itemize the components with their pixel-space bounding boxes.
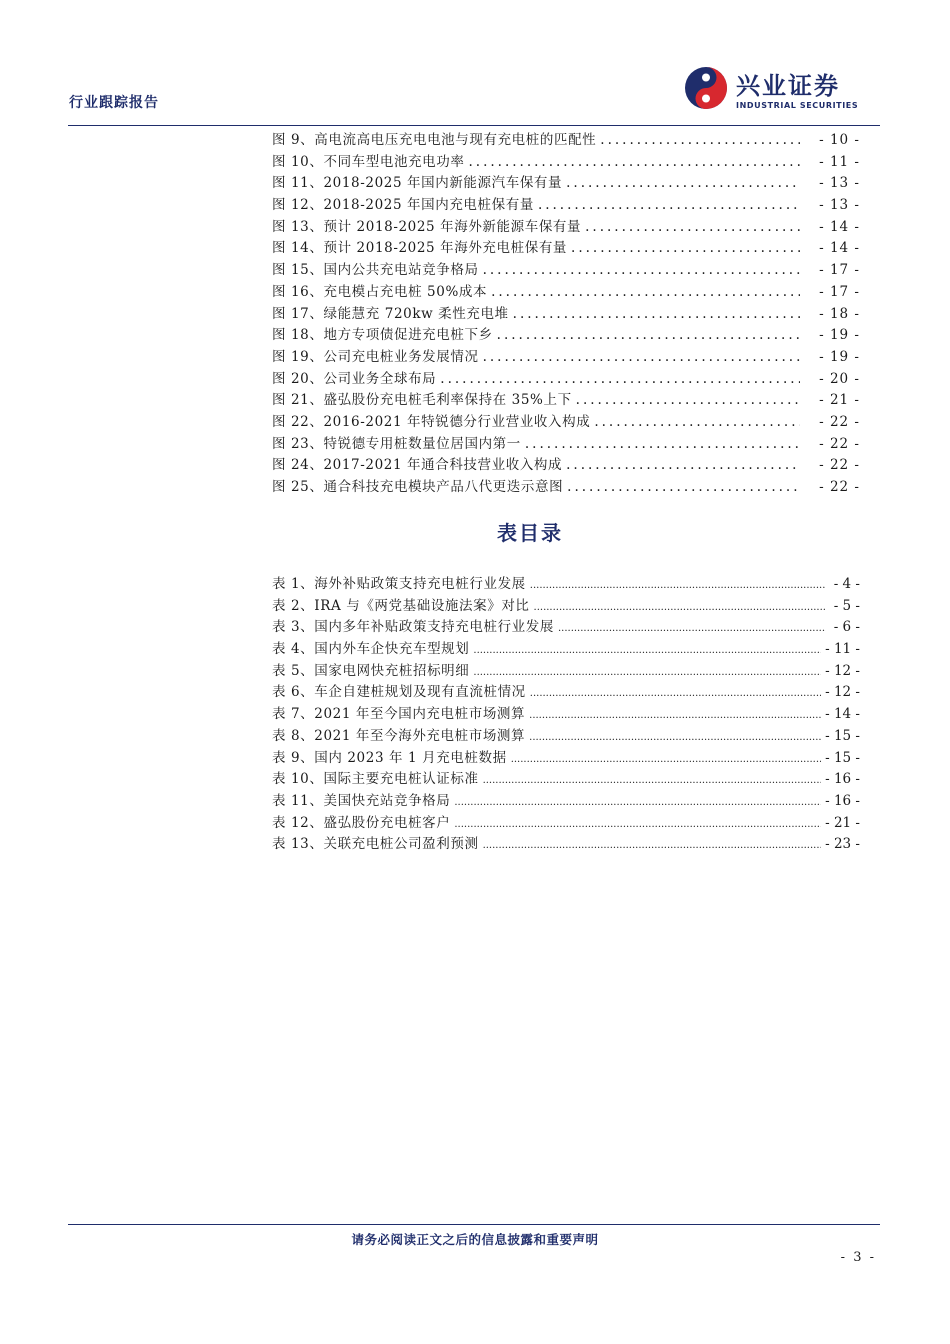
- toc-entry-label: 表 3、国内多年补贴政策支持充电桩行业发展: [272, 619, 554, 636]
- toc-entry-label: 图 22、2016-2021 年特锐德分行业营业收入构成: [272, 413, 591, 430]
- toc-entry[interactable]: [272, 302, 860, 324]
- toc-entry-page: - 15 -: [825, 727, 860, 744]
- table-toc-title: 表目录: [497, 521, 563, 545]
- toc-entry-page: - 20 -: [819, 370, 860, 387]
- toc-entry-label: 图 12、2018-2025 年国内充电桩保有量: [272, 197, 534, 214]
- toc-entry[interactable]: [272, 615, 860, 637]
- page-number: - 3 -: [840, 1250, 876, 1265]
- toc-dot-leader: [454, 819, 821, 830]
- toc-dot-leader: [511, 754, 821, 765]
- toc-entry-page: - 14 -: [825, 706, 860, 723]
- toc-entry-label: 图 25、通合科技充电模块产品八代更迭示意图: [272, 479, 564, 495]
- logo-mark-icon: [684, 66, 728, 110]
- toc-entry[interactable]: [272, 410, 860, 432]
- toc-entry-page: - 12 -: [825, 684, 860, 701]
- toc-dot-leader: [558, 623, 826, 634]
- toc-dot-leader: [576, 392, 800, 408]
- toc-entry-label: 表 11、美国快充站竞争格局: [272, 792, 451, 809]
- toc-entry-label: 图 14、预计 2018-2025 年海外充电桩保有量: [272, 240, 568, 257]
- toc-entry-label: 图 17、绿能慧充 720kw 柔性充电堆: [272, 305, 509, 322]
- logo-english-name: INDUSTRIAL SECURITIES: [736, 101, 859, 110]
- toc-dot-leader: [483, 840, 822, 851]
- toc-entry-label: 表 12、盛弘股份充电桩客户: [272, 814, 451, 831]
- figure-toc-list: [272, 128, 860, 497]
- toc-entry-label: 表 6、车企自建桩规划及现有直流桩情况: [272, 684, 526, 701]
- toc-entry[interactable]: [272, 832, 860, 854]
- toc-entry-page: - 19 -: [819, 348, 860, 365]
- toc-entry-page: - 22 -: [819, 435, 860, 452]
- company-logo: [684, 66, 884, 116]
- toc-entry[interactable]: [272, 432, 860, 454]
- toc-entry-label: 表 4、国内外车企快充车型规划: [272, 641, 470, 658]
- toc-entry-label: 图 21、盛弘股份充电桩毛利率保持在 35%上下: [272, 392, 572, 409]
- toc-entry[interactable]: [272, 475, 860, 497]
- toc-entry-page: - 14 -: [819, 240, 860, 257]
- toc-entry-page: - 22 -: [819, 413, 860, 430]
- toc-entry-page: - 15 -: [825, 749, 860, 766]
- toc-dot-leader: [513, 306, 800, 322]
- toc-entry-label: 图 18、地方专项债促进充电桩下乡: [272, 327, 493, 344]
- toc-dot-leader: [473, 645, 821, 656]
- toc-entry[interactable]: [272, 659, 860, 681]
- toc-entry-page: - 17 -: [819, 283, 860, 300]
- toc-entry-page: - 6 -: [833, 619, 860, 636]
- toc-entry-page: - 23 -: [825, 836, 860, 853]
- toc-dot-leader: [538, 197, 800, 213]
- toc-entry-label: 图 16、充电模占充电桩 50%成本: [272, 283, 488, 300]
- toc-entry[interactable]: [272, 453, 860, 475]
- toc-dot-leader: [525, 436, 800, 452]
- toc-entry-label: 表 5、国家电网快充桩招标明细: [272, 662, 470, 679]
- toc-entry[interactable]: [272, 367, 860, 389]
- toc-entry[interactable]: [272, 215, 860, 237]
- toc-entry[interactable]: [272, 193, 860, 215]
- toc-dot-leader: [600, 132, 800, 148]
- toc-entry-label: 表 9、国内 2023 年 1 月充电桩数据: [272, 749, 507, 766]
- disclosure-notice: 请务必阅读正文之后的信息披露和重要声明: [351, 1232, 599, 1247]
- toc-entry-label: 图 10、不同车型电池充电功率: [272, 153, 465, 170]
- toc-entry-label: 图 13、预计 2018-2025 年海外新能源车保有量: [272, 218, 582, 235]
- toc-entry[interactable]: [272, 258, 860, 280]
- table-toc-list: [272, 572, 860, 854]
- toc-entry[interactable]: [272, 724, 860, 746]
- toc-entry-page: - 16 -: [825, 792, 860, 809]
- report-type-label: 行业跟踪报告: [69, 95, 159, 111]
- toc-entry-label: 表 7、2021 年至今国内充电桩市场测算: [272, 706, 526, 723]
- toc-entry[interactable]: [272, 811, 860, 833]
- toc-dot-leader: [529, 732, 821, 743]
- toc-entry-page: - 22 -: [819, 479, 860, 495]
- toc-entry[interactable]: [272, 789, 860, 811]
- toc-entry-label: 表 2、IRA 与《两党基础设施法案》对比: [272, 597, 530, 614]
- toc-entry-label: 表 8、2021 年至今海外充电桩市场测算: [272, 727, 526, 744]
- toc-entry[interactable]: [272, 236, 860, 258]
- toc-dot-leader: [566, 457, 800, 473]
- toc-entry[interactable]: [272, 388, 860, 410]
- toc-entry-page: - 17 -: [819, 262, 860, 279]
- toc-entry-page: - 16 -: [825, 771, 860, 788]
- footer-divider: [68, 1224, 880, 1225]
- toc-dot-leader: [530, 688, 821, 699]
- toc-entry[interactable]: [272, 345, 860, 367]
- toc-entry-page: - 13 -: [819, 197, 860, 214]
- toc-entry-page: - 11 -: [819, 153, 860, 170]
- toc-entry[interactable]: [272, 572, 860, 594]
- toc-entry-page: - 4 -: [833, 576, 860, 592]
- toc-dot-leader: [585, 219, 800, 235]
- toc-dot-leader: [534, 602, 826, 613]
- toc-entry-page: - 5 -: [833, 597, 860, 614]
- toc-entry-page: - 11 -: [825, 641, 860, 658]
- toc-entry-page: - 12 -: [825, 662, 860, 679]
- toc-entry-label: 表 10、国际主要充电桩认证标准: [272, 771, 479, 788]
- toc-entry-page: - 22 -: [819, 457, 860, 474]
- toc-entry-label: 图 24、2017-2021 年通合科技营业收入构成: [272, 457, 563, 474]
- toc-entry[interactable]: [272, 702, 860, 724]
- toc-dot-leader: [483, 775, 822, 786]
- toc-entry-label: 图 11、2018-2025 年国内新能源汽车保有量: [272, 175, 563, 192]
- toc-dot-leader: [529, 710, 821, 721]
- toc-entry-label: 表 13、关联充电桩公司盈利预测: [272, 836, 479, 853]
- toc-entry[interactable]: [272, 680, 860, 702]
- toc-entry-page: - 21 -: [819, 392, 860, 409]
- logo-chinese-name: 兴业证券: [736, 72, 840, 100]
- toc-entry-label: 图 19、公司充电桩业务发展情况: [272, 348, 479, 365]
- toc-entry[interactable]: [272, 323, 860, 345]
- toc-entry-label: 图 20、公司业务全球布局: [272, 370, 437, 387]
- toc-dot-leader: [491, 284, 800, 300]
- toc-entry-label: 图 23、特锐德专用桩数量位居国内第一: [272, 435, 521, 452]
- toc-entry[interactable]: [272, 637, 860, 659]
- toc-entry[interactable]: [272, 594, 860, 616]
- toc-dot-leader: [497, 327, 800, 343]
- toc-entry-page: - 14 -: [819, 218, 860, 235]
- toc-entry-page: - 18 -: [819, 305, 860, 322]
- toc-dot-leader: [530, 580, 826, 591]
- toc-dot-leader: [571, 240, 800, 256]
- header-divider: [68, 125, 880, 126]
- toc-dot-leader: [567, 479, 800, 495]
- toc-dot-leader: [566, 175, 800, 191]
- toc-entry-label: 图 15、国内公共充电站竞争格局: [272, 262, 479, 279]
- toc-entry[interactable]: [272, 767, 860, 789]
- toc-dot-leader: [473, 667, 821, 678]
- toc-dot-leader: [454, 797, 821, 808]
- toc-entry[interactable]: [272, 280, 860, 302]
- toc-entry-label: 表 1、海外补贴政策支持充电桩行业发展: [272, 576, 526, 592]
- toc-dot-leader: [483, 262, 800, 278]
- toc-entry-page: - 10 -: [819, 132, 860, 148]
- toc-entry-label: 图 9、高电流高电压充电电池与现有充电桩的匹配性: [272, 132, 597, 148]
- toc-dot-leader: [468, 154, 800, 170]
- toc-dot-leader: [440, 371, 800, 387]
- toc-entry[interactable]: [272, 171, 860, 193]
- toc-entry[interactable]: [272, 150, 860, 172]
- toc-entry[interactable]: [272, 128, 860, 150]
- toc-dot-leader: [594, 414, 800, 430]
- toc-entry-page: - 21 -: [825, 814, 860, 831]
- toc-entry[interactable]: [272, 746, 860, 768]
- toc-entry-page: - 19 -: [819, 327, 860, 344]
- toc-entry-page: - 13 -: [819, 175, 860, 192]
- toc-dot-leader: [483, 349, 800, 365]
